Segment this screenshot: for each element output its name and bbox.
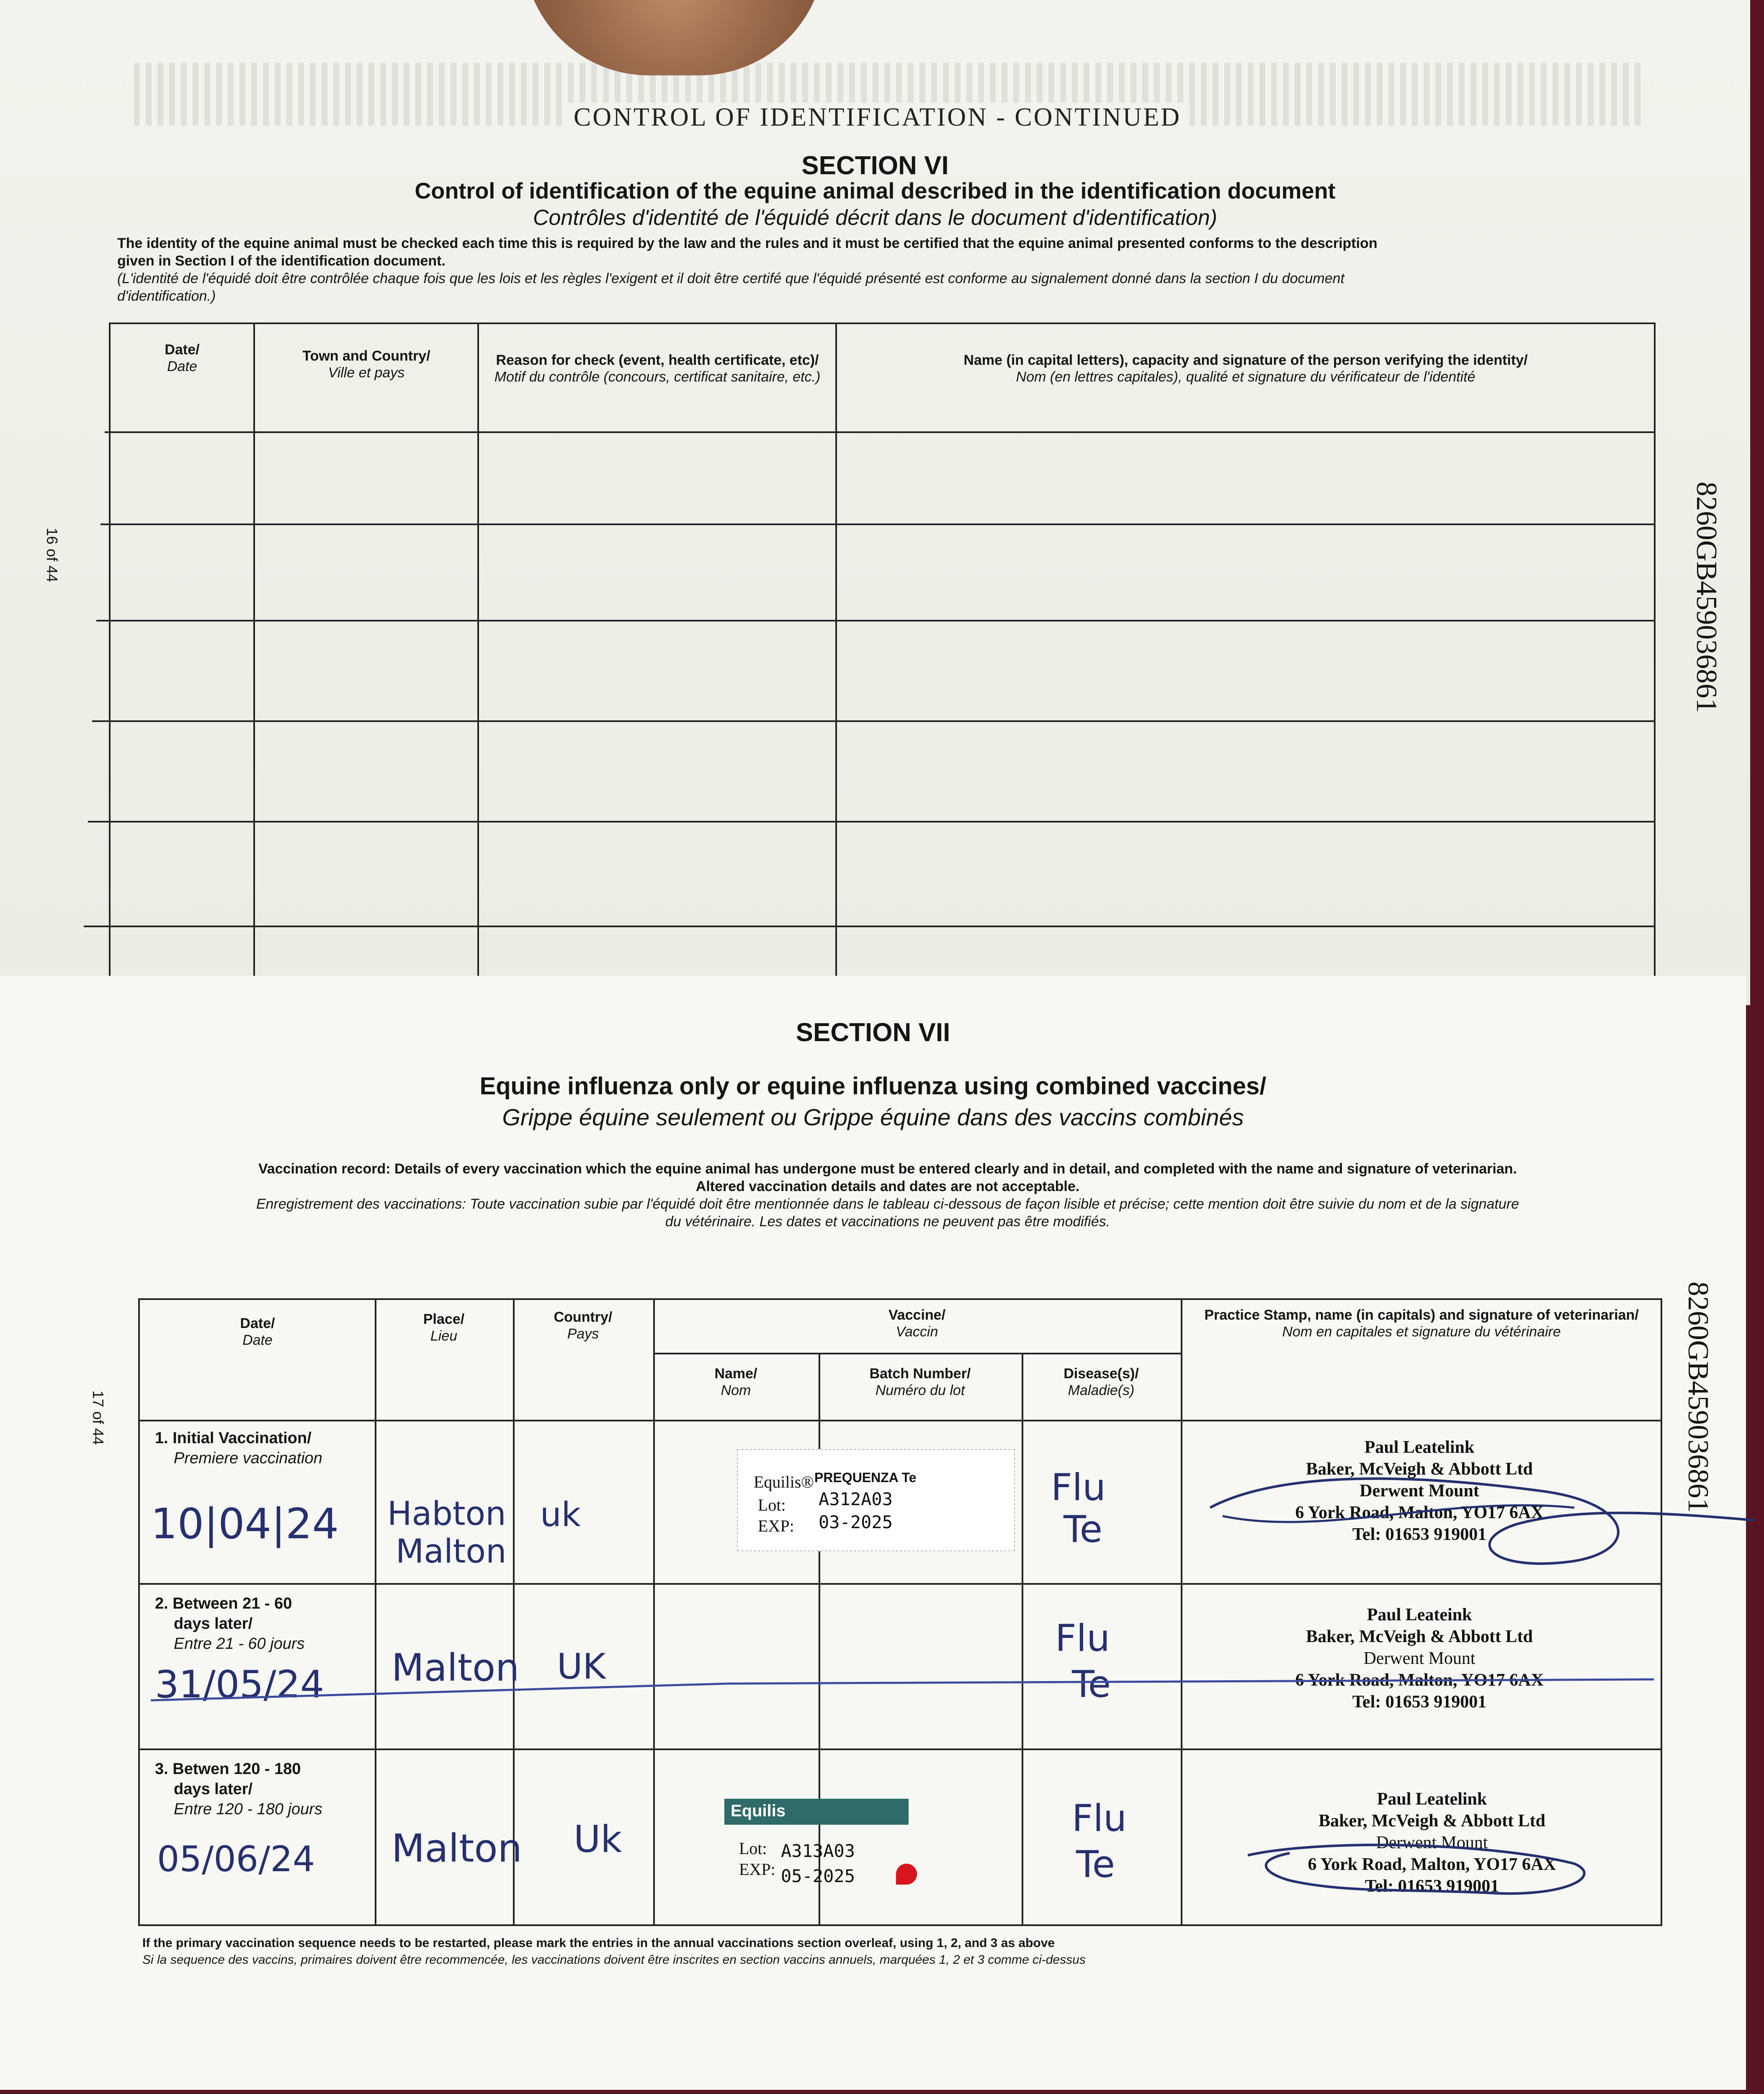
table-column-line <box>109 322 111 993</box>
table-border <box>138 1298 140 1926</box>
table-row-line <box>100 524 1654 525</box>
row-3-red-mark <box>896 1864 917 1885</box>
header-en: Disease(s)/ <box>1064 1366 1139 1382</box>
record-label: Vaccination record: <box>258 1161 391 1177</box>
row-3-country: Uk <box>574 1818 622 1861</box>
record-en-line-2: Altered vaccination details and dates are not acceptable. <box>695 1179 1080 1194</box>
table-column-line <box>1181 1298 1182 1926</box>
table-border <box>109 322 1654 324</box>
header-fr: Motif du contrôle (concours, certificat sanitaire, etc.) <box>494 369 821 385</box>
table-column-line <box>375 1298 376 1926</box>
row-1-lot-number: A312A03 <box>819 1489 893 1509</box>
header-fr: Ville et pays <box>328 365 405 381</box>
row-1-vaccine-name: PREQUENZA Te <box>814 1470 917 1485</box>
table-row-line <box>138 1583 1662 1585</box>
row-label-fr: Entre 120 - 180 jours <box>174 1800 322 1818</box>
section-vii-title-fr: Grippe équine seulement ou Grippe équine dans des vaccins combinés <box>502 1104 1244 1130</box>
header-en: Date/ <box>240 1315 275 1331</box>
header-en: Reason for check (event, health certificate, etc)/ <box>496 352 819 368</box>
practice-address-2: 6 York Road, Malton, YO17 6AX <box>1308 1855 1556 1874</box>
section-vi-title-fr: Contrôles d'identité de l'équidé décrit dans le document d'identification) <box>533 206 1218 230</box>
header-en: Country/ <box>554 1309 613 1325</box>
practice-name: Baker, McVeigh & Abbott Ltd <box>1306 1627 1533 1646</box>
column-header-date <box>113 341 251 375</box>
section-vii-title: Equine influenza only or equine influenza using combined vaccines/ <box>479 1073 1267 1100</box>
section-vi-title: Control of identification of the equine animal described in the identification document <box>415 178 1336 204</box>
row-2-date: 31/05/24 <box>155 1663 324 1707</box>
table-column-line <box>477 322 479 993</box>
row-3-signature <box>1239 1830 1608 1914</box>
header-en: Batch Number/ <box>869 1366 971 1382</box>
header-practice-stamp <box>1185 1307 1658 1340</box>
row-3-exp-label: EXP: <box>739 1860 775 1879</box>
table-column-line <box>819 1353 820 1926</box>
header-fr: Date <box>242 1332 273 1348</box>
intro-en-line-2: given in Section I of the identification document. <box>117 253 446 269</box>
row-label-en-1: 2. Between 21 - 60 <box>155 1595 292 1612</box>
header-fr: Date <box>167 358 197 374</box>
vet-name: Paul Leatelink <box>1377 1790 1487 1809</box>
page-number-17: 17 of 44 <box>90 1390 107 1445</box>
banner-title: CONTROL OF IDENTIFICATION - CONTINUED <box>565 103 1190 132</box>
table-column-line <box>653 1298 655 1926</box>
practice-address-1: Derwent Mount <box>1376 1833 1488 1852</box>
column-header-verifier <box>842 352 1650 385</box>
row-1-disease-line-2: Te <box>1064 1508 1102 1551</box>
header-en: Vaccine/ <box>888 1307 946 1323</box>
intro-fr-line-1: (L'identité de l'équidé doit être contrôlée chaque fois que les lois et les règles l'exigent et il doit être certifé que l'équidé présenté est conforme au signalement donné dans la section I du document <box>117 271 1345 286</box>
row-label-fr: Premiere vaccination <box>174 1449 322 1467</box>
header-en: Place/ <box>423 1311 465 1327</box>
table-row-line <box>138 1748 1662 1750</box>
header-country <box>515 1309 651 1342</box>
row-label-en-2: days later/ <box>174 1780 252 1798</box>
table-border <box>1661 1298 1662 1926</box>
top-page <box>0 0 1750 1005</box>
row-3-vaccine-brand: Equilis <box>731 1802 786 1820</box>
table-border <box>138 1924 1662 1926</box>
row-1-vaccine-brand: Equilis® <box>754 1473 814 1491</box>
row-2-strike-line <box>151 1663 1658 1713</box>
header-en: Name/ <box>714 1366 757 1382</box>
table-row-line <box>84 926 1654 927</box>
row-1-country: uk <box>540 1495 581 1534</box>
table-row-line <box>88 821 1654 823</box>
header-fr: Vaccin <box>896 1324 938 1340</box>
row-1-place-line-1: Habton <box>387 1495 506 1533</box>
row-3-disease-line-2: Te <box>1076 1843 1115 1886</box>
table-row-line <box>105 431 1654 433</box>
vaccine-subheader-line <box>653 1353 1181 1354</box>
vaccination-record-note <box>142 1160 1633 1230</box>
record-fr-line-1 <box>142 1195 1633 1213</box>
practice-address-1: Derwent Mount <box>1360 1481 1479 1501</box>
header-disease <box>1024 1365 1179 1399</box>
record-fr-label: Enregistrement des vaccinations: <box>256 1196 466 1212</box>
row-label-en-1: 3. Betwen 120 - 180 <box>155 1760 301 1778</box>
row-1-lot-label: Lot: <box>758 1496 786 1514</box>
header-vaccine <box>655 1307 1179 1340</box>
row-label-fr: Entre 21 - 60 jours <box>174 1635 305 1653</box>
section-vii-heading: SECTION VII <box>796 1018 950 1047</box>
row-3-place: Malton <box>391 1826 522 1871</box>
table-row-line <box>138 1420 1662 1421</box>
vet-name: Paul Leateink <box>1367 1605 1472 1625</box>
row-1-exp-label: EXP: <box>758 1516 794 1535</box>
practice-phone: Tel: 01653 919001 <box>1352 1525 1487 1544</box>
footnote <box>142 1935 1650 1968</box>
header-place <box>377 1311 511 1344</box>
serial-number-top: 8260GB459036861 <box>1690 482 1723 713</box>
row-1-signature <box>1197 1445 1759 1583</box>
row-3-date: 05/06/24 <box>157 1839 315 1880</box>
row-1-date: 10|04|24 <box>151 1499 339 1548</box>
header-en: Practice Stamp, name (in capitals) and signature of veterinarian/ <box>1204 1307 1639 1323</box>
intro-fr-line-2: d'identification.) <box>117 288 216 304</box>
table-column-line <box>835 322 837 993</box>
record-fr-line-2: du vétérinaire. Les dates et vaccinations ne peuvent pas être modifiés. <box>665 1214 1110 1230</box>
footnote-fr: Si la sequence des vaccins, primaires doivent être recommencée, les vaccinations doivent être inscrites en section vaccins annuels, marquées 1, 2 et 3 comme ci-dessus <box>142 1953 1086 1967</box>
header-fr: Numéro du lot <box>875 1382 965 1398</box>
table-border <box>1654 322 1656 993</box>
practice-name: Baker, McVeigh & Abbott Ltd <box>1318 1811 1545 1831</box>
table-border <box>138 1298 1662 1300</box>
section-vi-intro <box>117 235 1666 305</box>
header-date <box>142 1315 373 1349</box>
table-column-line <box>253 322 255 993</box>
header-fr: Nom (en lettres capitales), qualité et signature du vérificateur de l'identité <box>1016 369 1476 385</box>
header-fr: Nom <box>721 1382 751 1398</box>
row-3-label <box>155 1759 322 1819</box>
header-fr: Lieu <box>430 1328 458 1344</box>
row-label-en: 1. Initial Vaccination/ <box>155 1429 312 1447</box>
practice-address-2: 6 York Road, Malton, YO17 6AX <box>1295 1671 1544 1690</box>
row-3-expiry: 05-2025 <box>781 1866 855 1886</box>
serial-number-bottom: 8260GB459036861 <box>1682 1282 1714 1513</box>
row-1-label <box>155 1428 322 1468</box>
table-column-line <box>1022 1353 1023 1926</box>
row-3-lot-number: A313A03 <box>781 1841 855 1861</box>
row-2-place: Malton <box>391 1646 520 1690</box>
table-row-line <box>96 620 1654 621</box>
header-en: Date/ <box>165 342 200 358</box>
row-2-disease-line-2: Te <box>1072 1663 1111 1706</box>
header-fr: Nom en capitales et signature du vétérinaire <box>1282 1324 1561 1340</box>
practice-phone: Tel: 01653 919001 <box>1352 1692 1487 1712</box>
row-1-place-line-2: Malton <box>396 1533 507 1570</box>
row-3-lot-label: Lot: <box>739 1839 767 1858</box>
practice-address-2: 6 York Road, Malton, YO17 6AX <box>1295 1503 1544 1522</box>
row-1-expiry: 03-2025 <box>819 1512 893 1532</box>
page-number-16: 16 of 44 <box>44 528 61 583</box>
row-2-country: UK <box>557 1646 606 1687</box>
bottom-page <box>0 976 1746 2090</box>
practice-phone: Tel: 01653 919001 <box>1365 1877 1499 1896</box>
row-label-en-2: days later/ <box>174 1615 252 1632</box>
vet-name: Paul Leatelink <box>1364 1438 1475 1457</box>
row-2-label <box>155 1594 305 1654</box>
record-fr-1: Toute vaccination subie par l'équidé doit être mentionnée dans le tableau ci-dessous de façon lisible et précise; cette mention doit être suivie du nom et de la signature <box>470 1196 1519 1212</box>
record-en-line-1 <box>142 1160 1633 1178</box>
column-header-reason <box>484 352 831 385</box>
row-1-disease-line-1: Flu <box>1051 1466 1106 1509</box>
record-en-1: Details of every vaccination which the equine animal has undergone must be entered clearly and in detail, and completed with the name and signature of veterinarian. <box>394 1161 1517 1177</box>
row-2-disease-line-1: Flu <box>1055 1617 1110 1660</box>
header-en: Town and Country/ <box>302 348 430 364</box>
column-header-town-country <box>258 348 475 381</box>
header-fr: Pays <box>567 1326 599 1342</box>
table-row-line <box>92 720 1654 722</box>
practice-address-1: Derwent Mount <box>1363 1649 1476 1668</box>
header-en: Name (in capital letters), capacity and signature of the person verifying the identity/ <box>963 352 1528 368</box>
header-fr: Maladie(s) <box>1068 1382 1135 1398</box>
row-3-disease-line-1: Flu <box>1072 1797 1127 1840</box>
section-vi-heading: SECTION VI <box>801 151 949 180</box>
header-vaccine-name <box>655 1365 816 1399</box>
footnote-en: If the primary vaccination sequence needs to be restarted, please mark the entries in the annual vaccinations section overleaf, using 1, 2, and 3 as above <box>142 1936 1055 1950</box>
intro-en-line-1: The identity of the equine animal must be checked each time this is required by the law and the rules and it must be certified that the equine animal presented conforms to the description <box>117 235 1378 251</box>
header-batch-number <box>821 1365 1020 1399</box>
practice-name: Baker, McVeigh & Abbott Ltd <box>1306 1460 1533 1479</box>
